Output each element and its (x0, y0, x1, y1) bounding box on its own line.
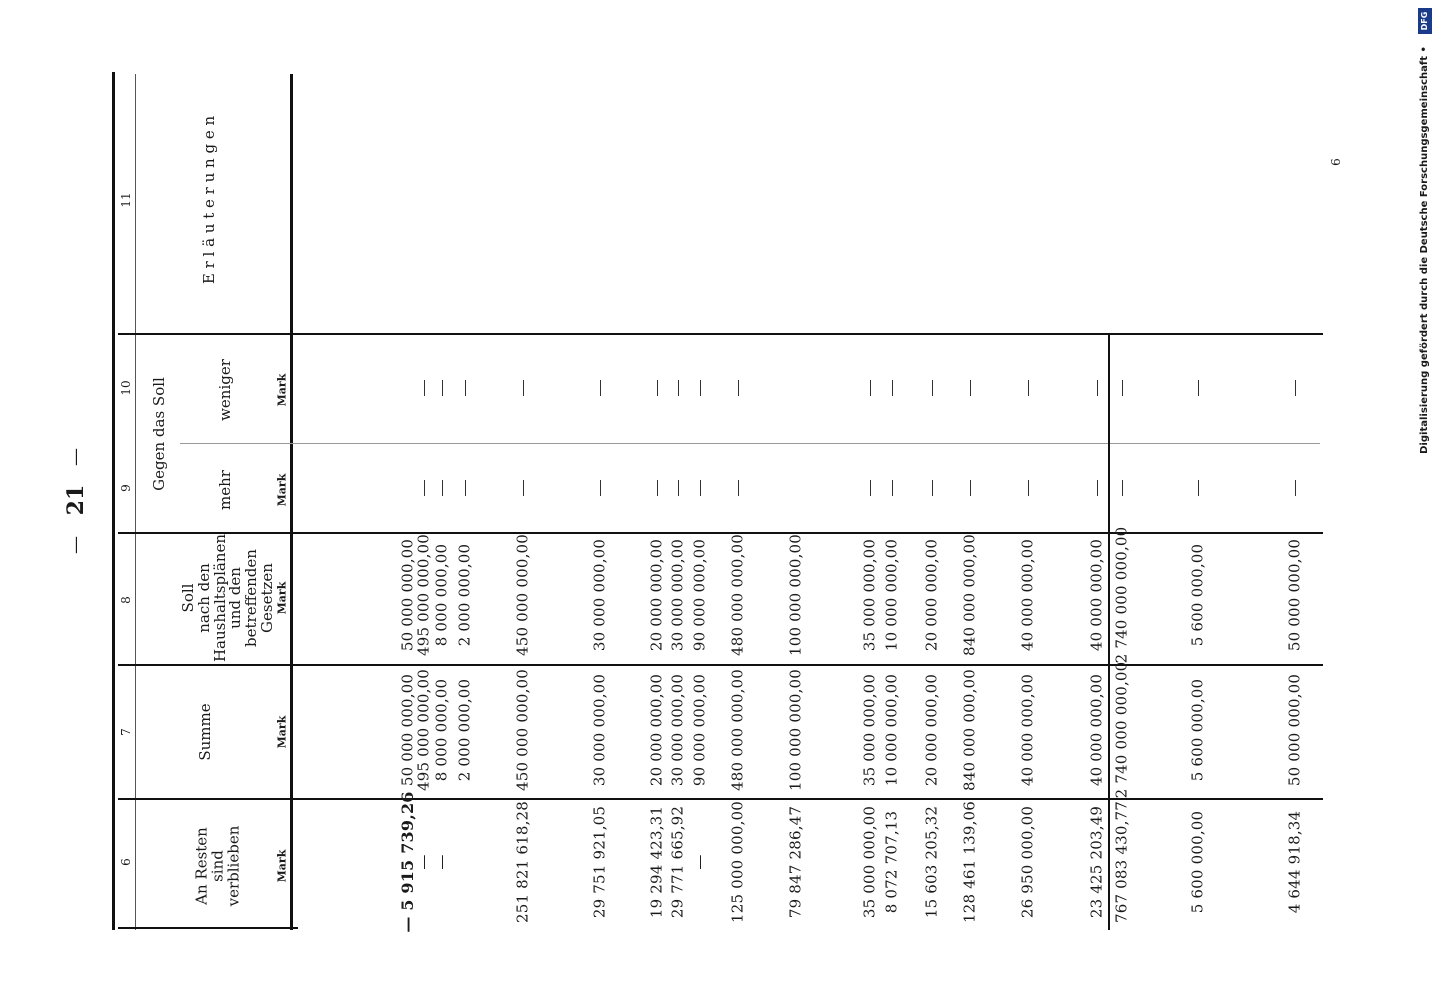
dash-c9-r15 (970, 480, 971, 496)
column-divider-10-11 (118, 333, 1323, 335)
cell-c8-r18: 2 740 000 000,00 (1112, 526, 1131, 664)
dash-c10-r7 (657, 380, 658, 396)
dash-c9-r20 (1295, 480, 1296, 496)
cell-c8-r17: 40 000 000,00 (1087, 538, 1106, 652)
unit-label-7: Mark (275, 715, 289, 749)
unit-label-6: Mark (275, 849, 289, 883)
dash-c10-r9 (700, 380, 701, 396)
cell-c8-r11: 100 000 000,00 (786, 533, 805, 657)
header-target: Soll nach den Haushaltsplänen und den betreffenden Gesetzen (178, 533, 276, 663)
cell-c7-r20: 50 000 000,00 (1285, 673, 1304, 787)
cell-c7-r11: 100 000 000,00 (786, 668, 805, 792)
dash-c9-r19 (1198, 480, 1199, 496)
cell-c7-r8: 30 000 000,00 (668, 673, 687, 787)
cell-c8-r15: 840 000 000,00 (960, 533, 979, 657)
dash-c9-r8 (678, 480, 679, 496)
cell-c8-r6: 30 000 000,00 (590, 538, 609, 652)
dash-c10-r5 (523, 380, 524, 396)
cell-c8-r19: 5 600 000,00 (1188, 543, 1207, 647)
dash-c10-r8 (678, 380, 679, 396)
dash-c9-r12 (870, 480, 871, 496)
cell-c7-r9: 90 000 000,00 (690, 673, 709, 787)
cell-c7-r5: 450 000 000,00 (513, 668, 532, 792)
page-number-dash-left: — (65, 536, 86, 554)
cell-c6-r10: 125 000 000,00 (728, 800, 747, 924)
cell-c8-r4: 2 000 000,00 (455, 543, 474, 647)
cell-c6-r1: — 5 915 739,26 (398, 791, 417, 933)
column-number-6: 6 (119, 858, 133, 866)
table-bottom-rule (118, 927, 298, 929)
cell-c7-r10: 480 000 000,00 (728, 668, 747, 792)
cell-c6-r16: 26 950 000,00 (1018, 805, 1037, 919)
cell-c7-r4: 2 000 000,00 (455, 678, 474, 782)
dfg-logo: DFG (1418, 8, 1432, 34)
group-divider-9-10 (180, 443, 1320, 444)
column-number-11: 11 (119, 192, 133, 208)
total-rule (1108, 333, 1110, 930)
page-number-dash-right: — (65, 448, 86, 466)
cell-c8-r7: 20 000 000,00 (647, 538, 666, 652)
cell-c6-r5: 251 821 618,28 (513, 800, 532, 924)
cell-c7-r3: 8 000 000,00 (432, 678, 451, 782)
cell-c8-r13: 10 000 000,00 (882, 538, 901, 652)
dash-c10-r14 (932, 380, 933, 396)
cell-c8-r12: 35 000 000,00 (860, 538, 879, 652)
cell-c7-r19: 5 600 000,00 (1188, 678, 1207, 782)
dash-c9-r10 (738, 480, 739, 496)
dash-c10-r2 (424, 380, 425, 396)
cell-c6-r12: 35 000 000,00 (860, 805, 879, 919)
unit-label-9: Mark (275, 473, 289, 507)
cell-c6-r9: — (690, 854, 709, 870)
column-number-10: 10 (119, 380, 133, 396)
cell-c6-r6: 29 751 921,05 (590, 805, 609, 919)
dash-c9-r14 (932, 480, 933, 496)
cell-c7-r6: 30 000 000,00 (590, 673, 609, 787)
dash-c10-r3 (442, 380, 443, 396)
header-more: mehr (216, 470, 235, 510)
column-number-9: 9 (119, 484, 133, 492)
cell-c8-r5: 450 000 000,00 (513, 533, 532, 657)
dash-c9-r3 (442, 480, 443, 496)
cell-c6-r7: 19 294 423,31 (647, 805, 666, 919)
cell-c6-r8: 29 771 665,92 (668, 805, 687, 919)
cell-c8-r1: 50 000 000,00 (398, 538, 417, 652)
column-number-7: 7 (119, 728, 133, 736)
dash-c9-r18 (1122, 480, 1123, 496)
header-group-vs-target: Gegen das Soll (150, 377, 169, 491)
column-divider-8-9 (118, 532, 1323, 534)
cell-c7-r1: 50 000 000,00 (398, 673, 417, 787)
dash-c10-r10 (738, 380, 739, 396)
cell-c6-r20: 4 644 918,34 (1285, 810, 1304, 914)
dash-c10-r20 (1295, 380, 1296, 396)
cell-c6-r15: 128 461 139,06 (960, 800, 979, 924)
sheet-marker: 6 (1329, 158, 1343, 166)
cell-c6-r18: 767 083 430,77 (1112, 800, 1131, 924)
column-divider-6-7 (118, 798, 1323, 800)
header-bottom-rule (290, 74, 293, 930)
dash-c9-r5 (523, 480, 524, 496)
cell-c6-r11: 79 847 286,47 (786, 805, 805, 919)
cell-c8-r9: 90 000 000,00 (690, 538, 709, 652)
dash-c9-r4 (465, 480, 466, 496)
dash-c10-r15 (970, 380, 971, 396)
dash-c10-r18 (1122, 380, 1123, 396)
dash-c10-r4 (465, 380, 466, 396)
cell-c8-r3: 8 000 000,00 (432, 543, 451, 647)
unit-label-8: Mark (275, 581, 289, 615)
header-explanations: E r l ä u t e r u n g e n (200, 115, 219, 285)
column-number-8: 8 (119, 596, 133, 604)
cell-c8-r14: 20 000 000,00 (922, 538, 941, 652)
dash-c10-r13 (892, 380, 893, 396)
dash-c9-r16 (1028, 480, 1029, 496)
dash-c9-r6 (600, 480, 601, 496)
dash-c10-r16 (1028, 380, 1029, 396)
cell-c6-r14: 15 603 205,32 (922, 805, 941, 919)
digitization-credit: Digitalisierung gefördert durch die Deutsche Forschungsgemeinschaft • (1419, 46, 1430, 454)
cell-c8-r20: 50 000 000,00 (1285, 538, 1304, 652)
cell-c6-r19: 5 600 000,00 (1188, 810, 1207, 914)
cell-c7-r15: 840 000 000,00 (960, 668, 979, 792)
header-remaining: An Resten sind verblieben (192, 825, 242, 907)
unit-label-10: Mark (275, 373, 289, 407)
cell-c6-r3: — (432, 854, 451, 870)
cell-c7-r18: 2 740 000 000,00 (1112, 661, 1131, 799)
header-sum: Summe (196, 703, 215, 761)
page-number: 21 (63, 484, 89, 516)
cell-c7-r16: 40 000 000,00 (1018, 673, 1037, 787)
dash-c10-r6 (600, 380, 601, 396)
cell-c6-r17: 23 425 203,49 (1087, 805, 1106, 919)
column-number-rule (135, 74, 136, 930)
dash-c10-r17 (1097, 380, 1098, 396)
dash-c9-r7 (657, 480, 658, 496)
cell-c7-r13: 10 000 000,00 (882, 673, 901, 787)
cell-c7-r2: 495 000 000,00 (414, 668, 433, 792)
cell-c8-r10: 480 000 000,00 (728, 533, 747, 657)
cell-c6-r13: 8 072 707,13 (882, 810, 901, 914)
cell-c7-r14: 20 000 000,00 (922, 673, 941, 787)
cell-c8-r8: 30 000 000,00 (668, 538, 687, 652)
cell-c6-r2: — (414, 854, 433, 870)
cell-c8-r2: 495 000 000,00 (414, 533, 433, 657)
column-divider-7-8 (118, 664, 1323, 666)
dash-c9-r17 (1097, 480, 1098, 496)
dash-c9-r2 (424, 480, 425, 496)
cell-c8-r16: 40 000 000,00 (1018, 538, 1037, 652)
dash-c10-r12 (870, 380, 871, 396)
cell-c7-r17: 40 000 000,00 (1087, 673, 1106, 787)
dash-c9-r9 (700, 480, 701, 496)
cell-c7-r12: 35 000 000,00 (860, 673, 879, 787)
header-less: weniger (216, 359, 235, 421)
table-top-rule (112, 72, 115, 930)
cell-c7-r7: 20 000 000,00 (647, 673, 666, 787)
dash-c9-r13 (892, 480, 893, 496)
dash-c10-r19 (1198, 380, 1199, 396)
